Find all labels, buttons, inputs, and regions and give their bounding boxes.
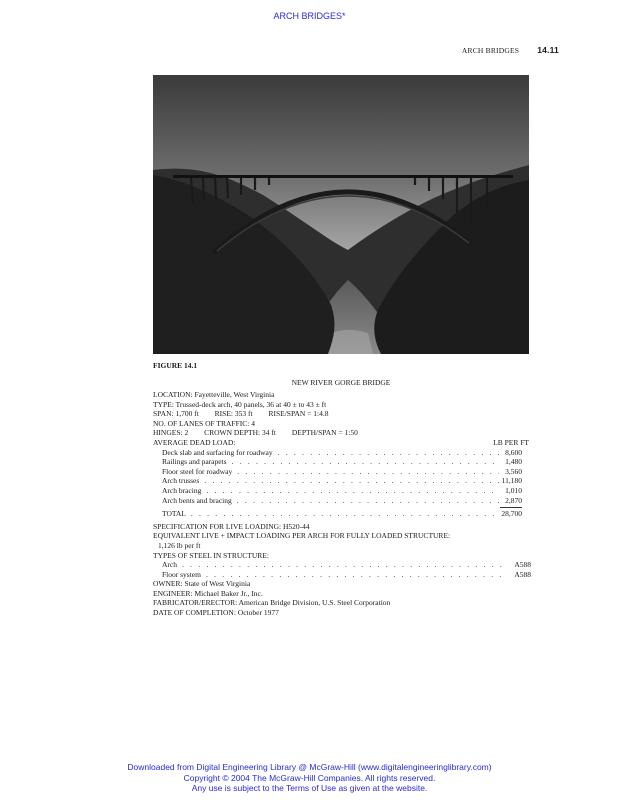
dead-load-label: Railings and parapets	[162, 457, 227, 467]
dead-load-total-row	[153, 509, 531, 519]
dot-leader	[206, 486, 499, 496]
dead-load-row	[153, 467, 531, 477]
total-label: TOTAL	[162, 509, 186, 519]
dead-load-row	[153, 448, 531, 458]
dot-leader	[204, 476, 498, 486]
running-head-section: ARCH BRIDGES	[461, 46, 520, 55]
dot-leader	[191, 509, 499, 519]
dead-load-label: Floor steel for roadway	[162, 466, 233, 476]
completion-line: DATE OF COMPLETION: October 1977	[153, 608, 279, 618]
dot-leader	[206, 570, 505, 580]
footer-line: Any use is subject to the Terms of Use as given at the website.	[191, 783, 428, 793]
dead-load-value: 11,180	[501, 476, 522, 486]
steel-row	[153, 570, 531, 580]
type-line: TYPE: Trussed-deck arch, 40 panels, 36 at 40 ± to 43 ± ft	[153, 399, 327, 409]
hinges-line	[153, 428, 531, 438]
span-value: SPAN: 1,700 ft	[153, 409, 199, 419]
steel-header: TYPES OF STEEL IN STRUCTURE:	[153, 550, 269, 560]
dead-load-value: 1,010	[505, 485, 522, 495]
span-line	[153, 409, 531, 419]
hinges-value: HINGES: 2	[153, 428, 189, 438]
dead-load-value: 2,870	[505, 495, 522, 505]
total-value: 28,700	[501, 509, 522, 519]
live-loading-line: SPECIFICATION FOR LIVE LOADING: H520-44	[153, 521, 310, 531]
crown-depth-value: CROWN DEPTH: 34 ft	[204, 428, 276, 438]
dead-load-row	[153, 476, 531, 486]
rise-value: RISE: 353 ft	[214, 409, 253, 419]
dead-load-label: Arch bracing	[162, 485, 202, 495]
footer-line: Downloaded from Digital Engineering Library @ McGraw-Hill (www.digitalengineeringlibrary.com)	[127, 762, 492, 772]
steel-row	[153, 560, 531, 570]
location-line: LOCATION: Fayetteville, West Virginia	[153, 390, 275, 399]
dead-load-header	[153, 438, 531, 448]
steel-value: A588	[514, 560, 531, 570]
fabricator-line: FABRICATOR/ERECTOR: American Bridge Division, U.S. Steel Corporation	[153, 598, 391, 608]
dead-load-value: 1,480	[505, 457, 522, 467]
equivalent-loading-line: EQUIVALENT LIVE + IMPACT LOADING PER ARCH FOR FULLY LOADED STRUCTURE:	[153, 531, 451, 541]
dot-leader	[232, 457, 499, 467]
figure-title: NEW RIVER GORGE BRIDGE	[291, 378, 391, 387]
dead-load-row	[153, 496, 531, 506]
dot-leader	[237, 467, 499, 477]
bridge-specification	[153, 390, 531, 618]
total-rule	[500, 507, 522, 508]
dot-leader	[182, 560, 505, 570]
steel-label: Arch	[162, 560, 177, 570]
dead-load-value: 3,560	[505, 466, 522, 476]
figure-label: FIGURE 14.1	[153, 361, 198, 370]
dead-load-label: Arch bents and bracing	[162, 495, 232, 505]
page-number: 14.11	[537, 45, 559, 55]
dot-leader	[278, 448, 499, 458]
dead-load-value: 8,600	[505, 447, 522, 457]
dead-load-row	[153, 486, 531, 496]
dead-load-units: LB PER FT	[493, 437, 529, 447]
depth-span-ratio: DEPTH/SPAN = 1:50	[291, 428, 358, 438]
lanes-line: NO. OF LANES OF TRAFFIC: 4	[153, 418, 255, 428]
bridge-photograph	[153, 75, 529, 354]
footer-line: Copyright © 2004 The McGraw-Hill Companies. All rights reserved.	[183, 772, 436, 783]
owner-line: OWNER: State of West Virginia	[153, 579, 251, 589]
dead-load-row	[153, 457, 531, 467]
dot-leader	[237, 496, 499, 506]
engineer-line: ENGINEER: Michael Baker Jr., Inc.	[153, 588, 263, 598]
dead-load-label: Deck slab and surfacing for roadway	[162, 447, 273, 457]
dead-load-label: Arch trusses	[162, 476, 200, 486]
rise-span-ratio: RISE/SPAN = 1:4.8	[268, 409, 329, 419]
running-head	[462, 45, 559, 55]
download-footer	[0, 762, 619, 794]
dead-load-title: AVERAGE DEAD LOAD:	[153, 437, 236, 447]
steel-value: A588	[514, 569, 531, 579]
equivalent-loading-value: 1,126 lb per ft	[158, 540, 201, 550]
document-banner: ARCH BRIDGES*	[273, 11, 346, 21]
steel-label: Floor system	[162, 569, 201, 579]
